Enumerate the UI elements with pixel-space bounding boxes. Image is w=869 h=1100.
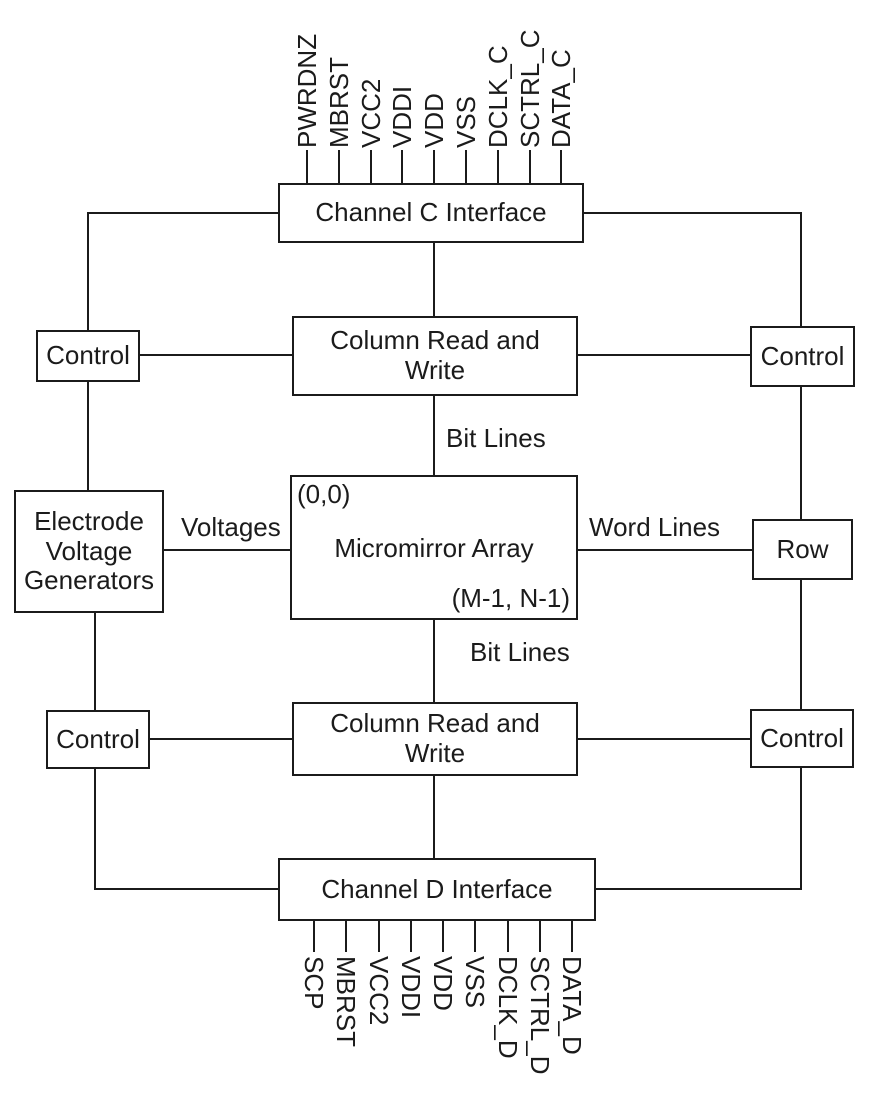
row-box (752, 519, 853, 580)
word-lines-wire (576, 549, 754, 551)
micromirror-extent-label: (M-1, N-1) (451, 583, 570, 613)
column-to-control-tr-wire (576, 354, 752, 356)
top-pin-stub (465, 150, 467, 184)
bit-lines-bottom-label: Bit Lines (470, 637, 570, 667)
channel-c-left-wire (87, 212, 280, 214)
top-pin-stub (560, 150, 562, 184)
micromirror-origin-label: (0,0) (297, 479, 351, 509)
channel-c-interface-box (278, 183, 584, 243)
row-label: Row (776, 533, 829, 564)
bottom-pin-stub (378, 919, 380, 952)
bottom-pin-stub (345, 919, 347, 952)
top-pin-stub (338, 150, 340, 184)
top-pin-label: VSS (451, 95, 481, 148)
bottom-pin-label: MBRST (331, 956, 362, 1047)
top-pin-stub (306, 150, 308, 184)
bottom-pin-stub (474, 919, 476, 952)
bottom-pin-stub (507, 919, 509, 952)
channel-d-left-wire (94, 888, 280, 890)
channel-d-right-wire (594, 888, 802, 890)
bottom-pin-stub (313, 919, 315, 952)
control-bottom-right-label: Control (760, 722, 844, 753)
bottom-pin-stub (442, 919, 444, 952)
top-pin-stub (433, 150, 435, 184)
column-to-control-br-wire (576, 738, 752, 740)
control-bottom-left-label: Control (56, 723, 140, 754)
top-pin-label: VDD (419, 93, 450, 148)
column-read-write-top-label: Column Read and Write (330, 325, 540, 385)
top-pin-stub (529, 150, 531, 184)
bottom-pin-stub (571, 919, 573, 952)
top-pin-label: VCC2 (355, 78, 386, 148)
top-pin-label: PWRDNZ (292, 33, 322, 148)
bottom-pin-label: DATA_D (557, 956, 587, 1055)
channel-c-right-wire (582, 212, 802, 214)
electrode-voltage-generators-box (14, 490, 164, 613)
control-top-left-label: Control (46, 340, 130, 371)
column-read-write-bottom-label: Column Read and Write (330, 708, 540, 768)
top-pin-label: SCTRL_C (514, 29, 545, 148)
channel-d-interface-box (278, 858, 596, 921)
top-pin-stub (497, 150, 499, 184)
channel-c-interface-label: Channel C Interface (315, 197, 547, 228)
control-bottom-right-box (750, 709, 854, 768)
control-tl-to-column-wire (138, 354, 294, 356)
control-bottom-left-box (46, 710, 150, 769)
bottom-pin-stub (539, 919, 541, 952)
bottom-pin-label: VSS (460, 956, 491, 1009)
top-pin-stub (401, 150, 403, 184)
top-pin-label: DATA_C (546, 49, 577, 148)
top-pin-label: DCLK_C (482, 45, 513, 148)
channel-d-interface-label: Channel D Interface (321, 873, 553, 904)
voltages-label: Voltages (181, 512, 281, 542)
control-top-right-label: Control (760, 340, 845, 371)
electrode-voltage-generators-label: Electrode Voltage Generators (23, 505, 155, 596)
micromirror-array-label: Micromirror Array (334, 533, 534, 563)
bottom-pin-label: SCP (299, 956, 329, 1010)
bottom-pin-label: VDDI (395, 956, 426, 1019)
bottom-pin-label: VCC2 (363, 956, 394, 1026)
column-read-write-bottom-box (292, 702, 578, 776)
bottom-pin-stub (410, 919, 412, 952)
control-bl-to-column-wire (148, 738, 294, 740)
word-lines-label: Word Lines (589, 512, 721, 542)
bottom-pin-label: DCLK_D (492, 956, 523, 1059)
bottom-pin-label: SCTRL_D (524, 956, 555, 1075)
bottom-pin-label: VDD (428, 956, 458, 1011)
top-pin-label: VDDI (387, 85, 418, 148)
voltages-wire (162, 549, 292, 551)
top-pin-stub (370, 150, 372, 184)
top-pin-label: MBRST (323, 57, 354, 148)
control-top-right-box (750, 326, 855, 387)
bit-lines-top-label: Bit Lines (446, 423, 546, 453)
column-read-write-top-box (292, 316, 578, 396)
control-top-left-box (36, 330, 140, 382)
